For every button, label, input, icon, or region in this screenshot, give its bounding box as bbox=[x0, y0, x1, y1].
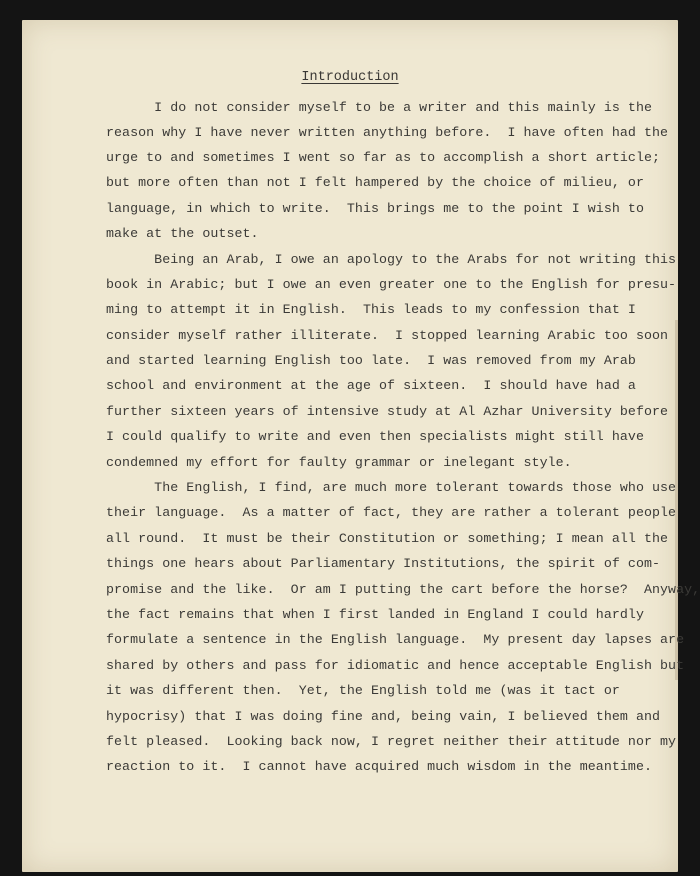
text-line: the fact remains that when I first landed in England I could hardly bbox=[106, 607, 644, 622]
text-line: their language. As a matter of fact, they are rather a tolerant people bbox=[106, 505, 677, 520]
typewritten-page bbox=[22, 20, 700, 872]
text-line: promise and the like. Or am I putting the cart before the horse? Anyway, bbox=[106, 582, 700, 597]
text-line: condemned my effort for faulty grammar or inelegant style. bbox=[106, 455, 572, 470]
text-line: formulate a sentence in the English language. My present day lapses are bbox=[106, 632, 685, 647]
text-line: book in Arabic; but I owe an even greater one to the English for presu- bbox=[106, 277, 677, 292]
page-title: Introduction bbox=[301, 70, 399, 85]
text-line: The English, I find, are much more tolerant towards those who use bbox=[106, 480, 677, 495]
text-line: things one hears about Parliamentary Institutions, the spirit of com- bbox=[106, 556, 661, 571]
text-line: felt pleased. Looking back now, I regret neither their attitude nor my bbox=[106, 734, 677, 749]
text-line: hypocrisy) that I was doing fine and, being vain, I believed them and bbox=[106, 709, 661, 724]
text-line: reaction to it. I cannot have acquired much wisdom in the meantime. bbox=[106, 759, 653, 774]
text-line: shared by others and pass for idiomatic and hence acceptable English but bbox=[106, 658, 685, 673]
text-line: Being an Arab, I owe an apology to the Arabs for not writing this bbox=[106, 252, 677, 267]
text-line: further sixteen years of intensive study at Al Azhar University before bbox=[106, 404, 669, 419]
text-line: consider myself rather illiterate. I stopped learning Arabic too soon bbox=[106, 328, 669, 343]
text-line: make at the outset. bbox=[106, 226, 259, 241]
text-line: and started learning English too late. I was removed from my Arab bbox=[106, 353, 636, 368]
text-line: language, in which to write. This brings me to the point I wish to bbox=[106, 201, 644, 216]
text-line: I could qualify to write and even then specialists might still have bbox=[106, 429, 644, 444]
text-line: all round. It must be their Constitution or something; I mean all the bbox=[106, 531, 669, 546]
text-line: but more often than not I felt hampered by the choice of milieu, or bbox=[106, 175, 644, 190]
text-line: ming to attempt it in English. This leads to my confession that I bbox=[106, 302, 636, 317]
text-line: school and environment at the age of sixteen. I should have had a bbox=[106, 378, 636, 393]
text-line: reason why I have never written anything before. I have often had the bbox=[106, 125, 669, 140]
text-line: I do not consider myself to be a writer and this mainly is the bbox=[106, 100, 653, 115]
text-line: urge to and sometimes I went so far as to accomplish a short article; bbox=[106, 150, 661, 165]
text-line: it was different then. Yet, the English told me (was it tact or bbox=[106, 683, 620, 698]
